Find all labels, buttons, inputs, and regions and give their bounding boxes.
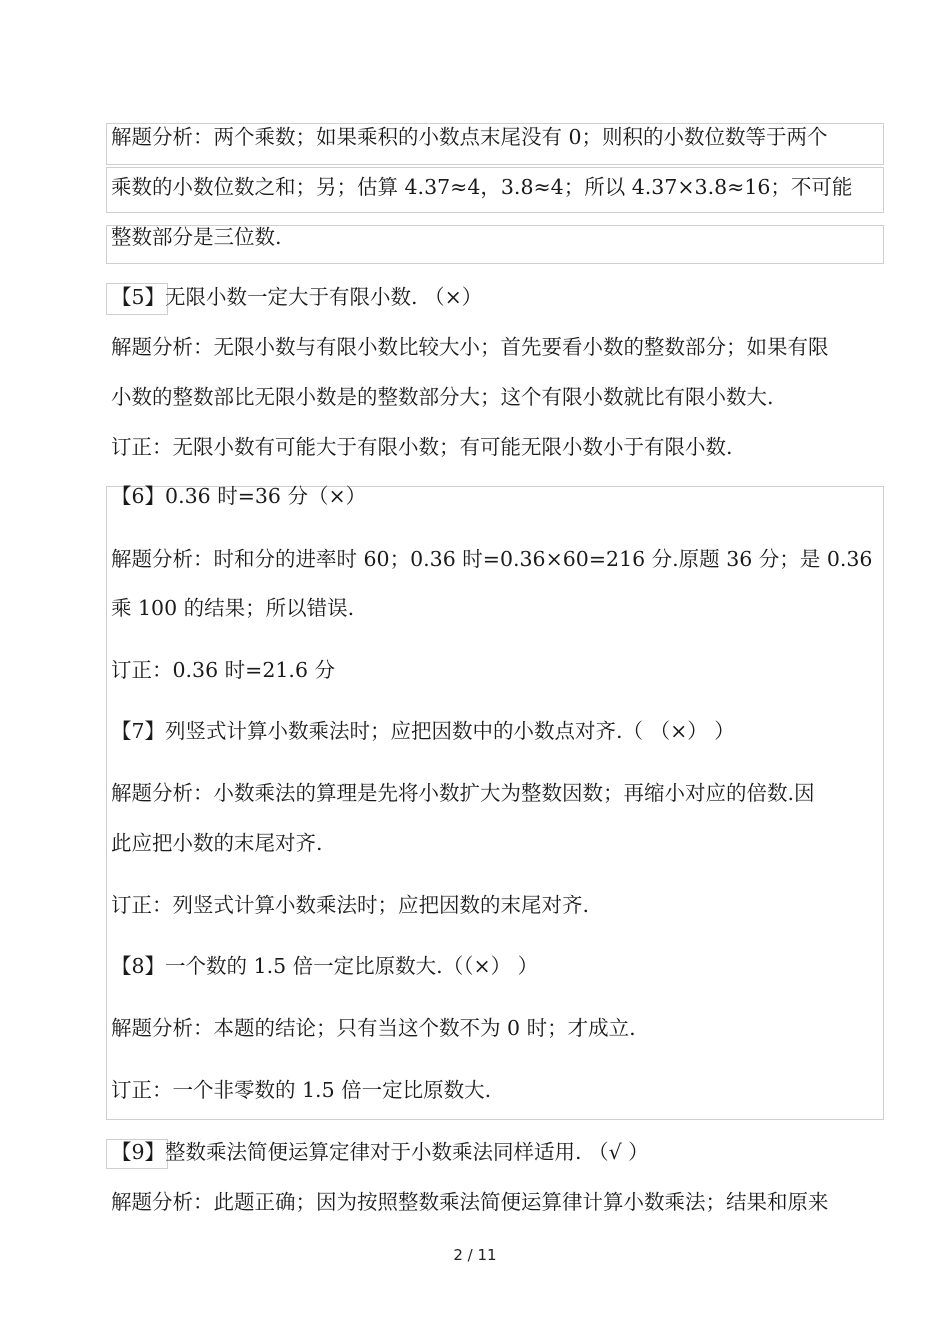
correction-7: 订正：列竖式计算小数乘法时；应把因数的末尾对齐. xyxy=(111,893,590,917)
analysis-5-line-2: 小数的整数部比无限小数是的整数部分大；这个有限小数就比有限小数大. xyxy=(111,385,774,409)
analysis-line-1: 解题分析：两个乘数；如果乘积的小数点末尾没有 0；则积的小数位数等于两个 xyxy=(111,125,828,149)
analysis-7-line-1: 解题分析：小数乘法的算理是先将小数扩大为整数因数；再缩小对应的倍数.因 xyxy=(111,781,815,805)
page-number: 2 / 11 xyxy=(453,1246,497,1264)
analysis-8: 解题分析：本题的结论；只有当这个数不为 0 时；才成立. xyxy=(111,1016,636,1040)
analysis-line-3: 整数部分是三位数. xyxy=(111,225,282,249)
analysis-7-line-2: 此应把小数的末尾对齐. xyxy=(111,831,323,855)
analysis-6-line-1: 解题分析：时和分的进率时 60；0.36 时=0.36×60=216 分.原题 36 分；是 0.36 xyxy=(111,547,873,571)
correction-6: 订正：0.36 时=21.6 分 xyxy=(111,658,335,682)
correction-5: 订正：无限小数有可能大于有限小数；有可能无限小数小于有限小数. xyxy=(111,435,733,459)
question-9: 【9】整数乘法简便运算定律对于小数乘法同样适用. （√ ） xyxy=(111,1140,649,1164)
question-5: 【5】无限小数一定大于有限小数. （×） xyxy=(111,285,483,309)
correction-8: 订正：一个非零数的 1.5 倍一定比原数大. xyxy=(111,1078,492,1102)
analysis-9-line-1: 解题分析：此题正确；因为按照整数乘法简便运算律计算小数乘法；结果和原来 xyxy=(111,1190,829,1214)
analysis-6-line-2: 乘 100 的结果；所以错误. xyxy=(111,596,355,620)
question-7: 【7】列竖式计算小数乘法时；应把因数中的小数点对齐.（ （×） ） xyxy=(111,719,735,743)
analysis-5-line-1: 解题分析：无限小数与有限小数比较大小；首先要看小数的整数部分；如果有限 xyxy=(111,335,829,359)
question-6: 【6】0.36 时=36 分（×） xyxy=(111,484,367,508)
analysis-line-2: 乘数的小数位数之和；另；估算 4.37≈4，3.8≈4；所以 4.37×3.8≈16；不可能 xyxy=(111,175,853,199)
question-8: 【8】一个数的 1.5 倍一定比原数大.（（×） ） xyxy=(111,954,539,978)
